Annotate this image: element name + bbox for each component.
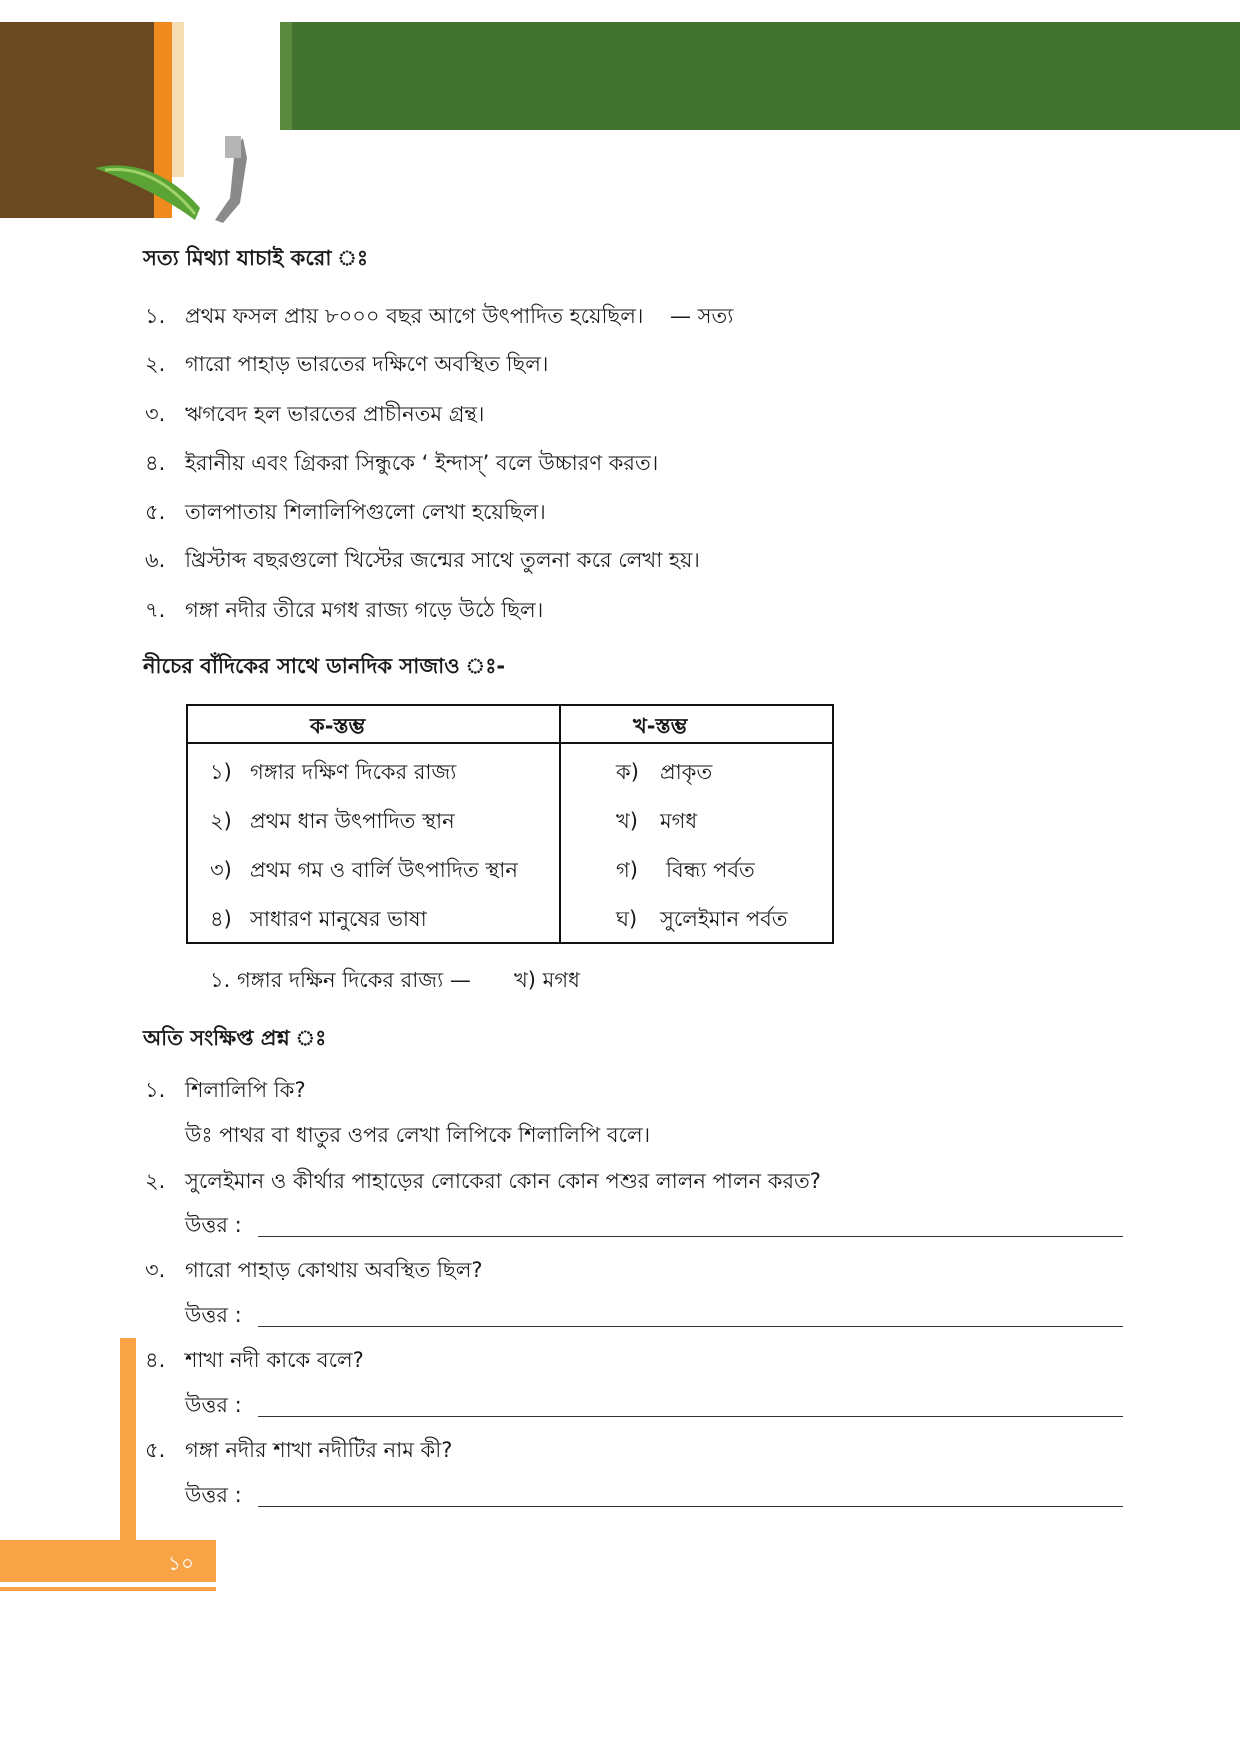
tf-item-number: ৬. (145, 548, 166, 572)
tf-item-text: খ্রিস্টাব্দ বছরগুলো খিস্টের জন্মের সাথে তুলনা করে লেখা হয়। (185, 548, 700, 572)
true-false-heading: সত্য মিথ্যা যাচাই করো ঃ (143, 246, 369, 270)
question-number: ৪. (145, 1348, 166, 1372)
question-text: সুলেইমান ও কীর্থার পাহাড়ের লোকেরা কোন কোন পশুর লালন পালন করত? (185, 1169, 821, 1193)
col-a-number: ২) (210, 809, 232, 833)
answer-line[interactable] (258, 1416, 1123, 1417)
question-text: গারো পাহাড় কোথায় অবস্থিত ছিল? (185, 1258, 483, 1282)
matching-heading: নীচের বাঁদিকের সাথে ডানদিক সাজাও ঃ- (143, 654, 506, 678)
tf-item-text: তালপাতায় শিলালিপিগুলো লেখা হয়েছিল। (185, 500, 546, 524)
col-a-number: ১) (210, 760, 232, 784)
matching-table (186, 704, 834, 944)
col-b-number: ঘ) (616, 907, 638, 931)
table-column-divider (559, 704, 561, 944)
col-b-text: সুলেইমান পর্বত (660, 907, 788, 931)
answer-line[interactable] (258, 1326, 1123, 1327)
col-b-text: প্রাকৃত (660, 760, 713, 784)
tf-item-answer: — সত্য (670, 304, 734, 328)
header-green-bar (280, 22, 1240, 130)
table-header-divider (188, 742, 832, 744)
tf-item-number: ৭. (145, 598, 166, 622)
tf-item-text: ঋগবেদ হল ভারতের প্রাচীনতম গ্রন্থ। (185, 402, 485, 426)
tf-item-text: প্রথম ফসল প্রায় ৮০০০ বছর আগে উৎপাদিত হয়েছিল। (185, 304, 644, 328)
question-number: ৩. (145, 1258, 166, 1282)
question-number: ২. (145, 1169, 166, 1193)
answer-line[interactable] (258, 1506, 1123, 1507)
col-a-number: ৪) (210, 907, 232, 931)
question-text: শিলালিপি কি? (185, 1078, 306, 1102)
col-b-text: বিন্ধ্য পর্বত (666, 858, 755, 882)
col-a-text: সাধারণ মানুষের ভাষা (250, 907, 427, 931)
tf-item-number: ২. (145, 352, 166, 376)
col-a-text: প্রথম ধান উৎপাদিত স্থান (250, 809, 455, 833)
tf-item-text: গঙ্গা নদীর তীরে মগধ রাজ্য গড়ে উঠে ছিল। (185, 598, 544, 622)
col-b-text: মগধ (660, 809, 698, 833)
col-b-number: খ) (616, 809, 638, 833)
tf-item-number: ৫. (145, 500, 166, 524)
answer-label: উত্তর : (185, 1213, 242, 1237)
tf-item-text: গারো পাহাড় ভারতের দক্ষিণে অবস্থিত ছিল। (185, 352, 549, 376)
col-a-text: গঙ্গার দক্ষিণ দিকের রাজ্য (250, 760, 457, 784)
col-a-text: প্রথম গম ও বার্লি উৎপাদিত স্থান (250, 858, 518, 882)
question-number: ১. (145, 1078, 166, 1102)
short-questions-heading: অতি সংক্ষিপ্ত প্রশ্ন ঃ (143, 1026, 327, 1050)
tf-item-number: ৩. (145, 402, 166, 426)
col-b-number: গ) (616, 858, 638, 882)
matching-example-left: ১. গঙ্গার দক্ষিন দিকের রাজ্য — (210, 968, 471, 992)
question-answer: উঃ পাথর বা ধাতুর ওপর লেখা লিপিকে শিলালিপি বলে। (185, 1123, 651, 1147)
page-number-underline (0, 1587, 216, 1591)
answer-label: উত্তর : (185, 1393, 242, 1417)
col-a-number: ৩) (210, 858, 232, 882)
column-b-header: খ-স্তম্ভ (633, 714, 688, 738)
matching-example-right: খ) মগধ (514, 968, 580, 992)
question-text: গঙ্গা নদীর শাখা নদীটির নাম কী? (185, 1438, 453, 1462)
header-green-bar-edge (280, 22, 292, 130)
sprout-icon (95, 128, 270, 224)
answer-label: উত্তর : (185, 1483, 242, 1507)
answer-line[interactable] (258, 1236, 1123, 1237)
tf-item-number: ১. (145, 304, 166, 328)
col-b-number: ক) (616, 760, 639, 784)
answer-label: উত্তর : (185, 1303, 242, 1327)
question-number: ৫. (145, 1438, 166, 1462)
question-text: শাখা নদী কাকে বলে? (185, 1348, 364, 1372)
column-a-header: ক-স্তম্ভ (310, 714, 366, 738)
tf-item-number: ৪. (145, 451, 166, 475)
page-number: ১০ (168, 1551, 194, 1575)
tf-item-text: ইরানীয় এবং গ্রিকরা সিন্ধুকে ‘ ইন্দাস্’ বলে উচ্চারণ করত। (185, 451, 659, 475)
